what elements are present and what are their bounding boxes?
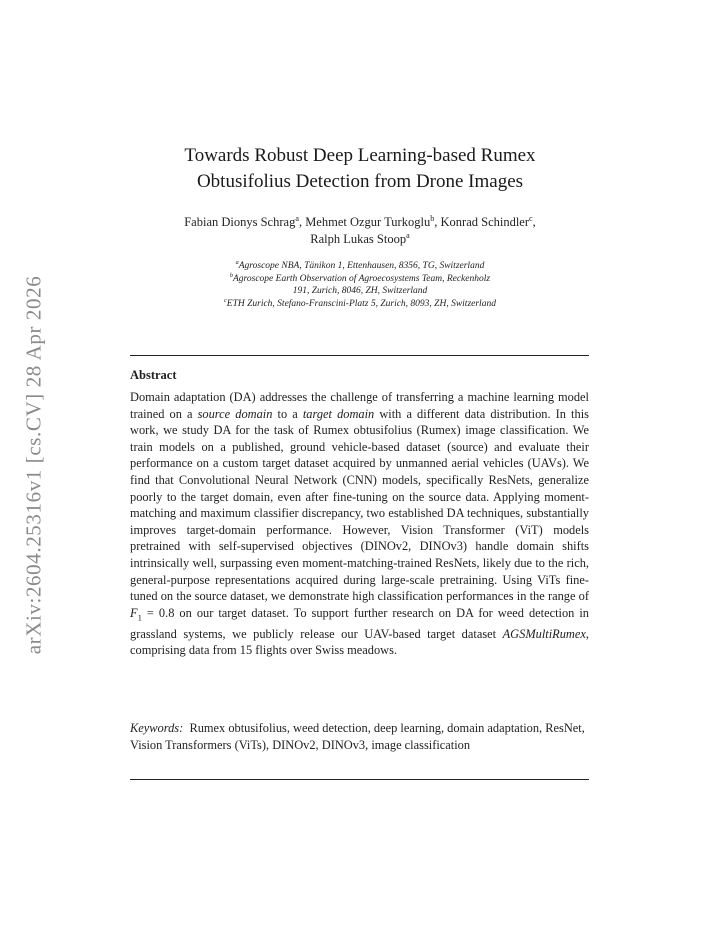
affil-mark: b [229, 272, 233, 279]
author-affil-mark: c [529, 213, 533, 223]
title-line-2: Obtusifolius Detection from Drone Images [196, 171, 524, 192]
abstract-part: on our target dataset. To support further research on DA for weed detection in grassland systems, we publicly release our UAV-based target dataset [130, 605, 589, 641]
author-separator: , [532, 215, 536, 229]
abstract-emphasis: target domain [302, 406, 375, 421]
keywords-text: Rumex obtusifolius, weed detection, deep learning, domain adaptation, ResNet, Vision Transformers (ViTs), DINOv2, DINOv3, image classification [130, 721, 585, 752]
affil-text: ETH Zurich, Stefano-Franscini-Platz 5, Zurich, 8093, ZH, Switzerland [226, 298, 496, 309]
affil-mark: a [235, 259, 239, 266]
keywords-label: Keywords: [130, 721, 184, 735]
top-rule [130, 355, 589, 356]
title-line-1: Towards Robust Deep Learning-based Rumex [184, 145, 536, 166]
author-affil-mark: b [430, 213, 435, 223]
author-list [130, 214, 590, 248]
affil-text: 191, Zurich, 8046, ZH, Switzerland [292, 286, 428, 296]
abstract-heading: Abstract [130, 368, 177, 382]
author-name: Konrad Schindler [440, 215, 530, 229]
abstract-part: with a different data distribution. In this work, we study DA for the task of Rumex obtusifolius (Rumex) image classification. We train models on a published, ground vehicle-based dataset (source) and evaluate their performance on a custom target dataset acquired by unmanned aerial vehicles (UAVs). We find that Convolutional Neural Network (CNN) models, specifically ResNets, generalize poorly to the target domain, even after fine-tuning on the source data. Applying moment-matching and maximum classifier discrepancy, two established DA techniques, substantially improves target-domain performance. However, Vision Transformer (ViT) models pretrained with self-supervised objectives (DINOv2, DINOv3) handle domain shifts intrinsically well, surpassing even moment-matching-trained ResNets, likely due to the rich, general-purpose representations acquired during large-scale pretraining. Using ViTs fine-tuned on the source dataset, we demonstrate high classification performances in the range of [130, 406, 589, 604]
affiliation-line [130, 260, 590, 273]
affiliations [130, 260, 590, 310]
author-affil-mark: a [406, 230, 410, 240]
affiliation-line [130, 273, 590, 286]
dataset-name: AGSMultiRumex [502, 626, 586, 641]
paper-title [130, 143, 590, 195]
bottom-rule [130, 779, 589, 780]
author-affil-mark: a [295, 213, 299, 223]
affil-text: Agroscope Earth Observation of Agroecosystems Team, Reckenholz [233, 273, 491, 284]
author-name: Mehmet Ozgur Turkoglu [305, 215, 431, 229]
keywords [130, 720, 589, 753]
arxiv-sidebar [20, 260, 48, 670]
author-separator: , [298, 215, 306, 229]
author-separator: , [434, 215, 441, 229]
abstract-part: Domain adaptation (DA) addresses the challenge of transferring a machine learning model trained on a [130, 390, 589, 421]
author-name: Ralph Lukas Stoop [310, 232, 407, 246]
abstract-part: to a [272, 406, 303, 421]
abstract-emphasis: source domain [197, 406, 273, 421]
arxiv-identifier: arXiv:2604.25316v1 [cs.CV] 28 Apr 2026 [21, 275, 46, 655]
abstract-part: , comprising data from 15 flights over Swiss meadows. [130, 626, 589, 658]
abstract-text [130, 389, 589, 659]
math-variable: F [130, 605, 138, 620]
affil-mark: c [224, 297, 227, 304]
author-name: Fabian Dionys Schrag [184, 215, 296, 229]
math-subscript: 1 [137, 612, 142, 623]
math-value: = 0.8 [141, 605, 175, 620]
affiliation-line [130, 298, 590, 311]
affiliation-line [130, 285, 590, 298]
affil-text: Agroscope NBA, Tänikon 1, Ettenhausen, 8356, TG, Switzerland [238, 261, 485, 271]
